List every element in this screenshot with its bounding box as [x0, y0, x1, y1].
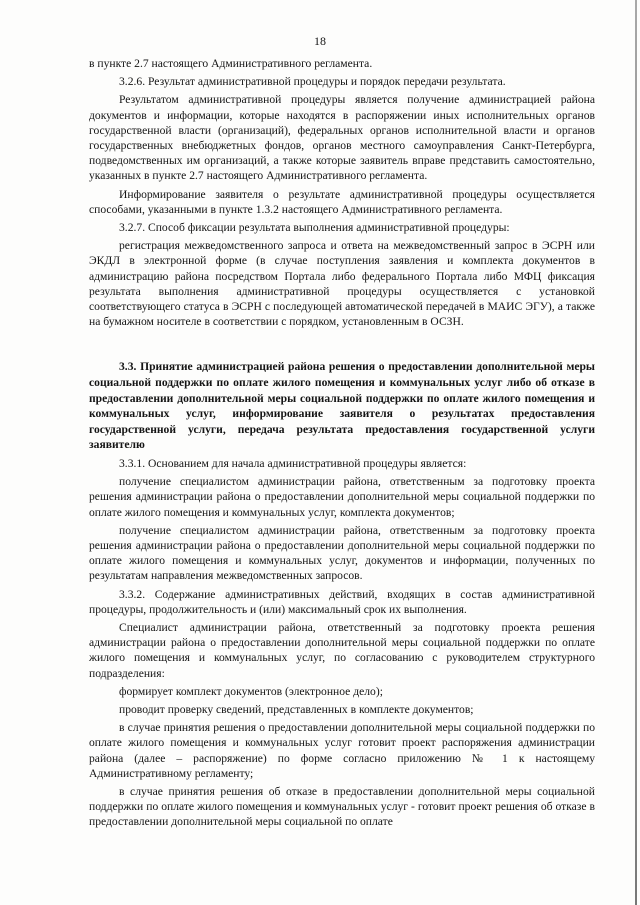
paragraph-receipt-information: получение специалистом администрации района, ответственным за подготовку проекта решения администрации района о предоставлении дополнительной меры социальной поддержки по оплате жилого помещения и коммунальных услуг, документов и информации, полученных по результатам направления межведомственных запросов. — [89, 523, 595, 583]
paragraph-3-3-2: 3.3.2. Содержание административных действий, входящих в состав административной процедуры, продолжительность и (или) максимальный срок их выполнения. — [89, 587, 595, 616]
document-body — [89, 56, 595, 830]
paragraph-3-2-6: 3.2.6. Результат административной процедуры и порядок передачи результата. — [119, 75, 506, 89]
section-heading-3-3: 3.3. Принятие администрацией района решения о предоставлении дополнительной меры социальной поддержки по оплате жилого помещения и коммунальных услуг либо об отказе в предоставлении дополнительной меры социальной поддержки по оплате жилого помещения и коммунальных услуг, информирование заявителя о результатах предоставления государственной услуги, передача результата предоставления государственной услуги заявителю — [89, 360, 595, 452]
paragraph-3-2-7: 3.2.7. Способ фиксации результата выполнения административной процедуры: — [119, 221, 510, 235]
paragraph-3-3-1: 3.3.1. Основанием для начала административной процедуры является: — [119, 457, 467, 471]
list-item-refusal-case: в случае принятия решения об отказе в предоставлении дополнительной меры социальной поддержки по оплате жилого помещения и коммунальных услуг - готовит проект решения об отказе в предоставлении дополнительной меры социальной по оплате — [89, 785, 595, 829]
paragraph-continuation: в пункте 2.7 настоящего Административного регламента. — [89, 57, 373, 70]
paragraph-informing: Информирование заявителя о результате административной процедуры осуществляется способами, указанными в пункте 1.3.2 настоящего Административного регламента. — [89, 187, 595, 216]
paragraph-receipt-documents: получение специалистом администрации района, ответственным за подготовку проекта решения администрации района о предоставлении дополнительной меры социальной поддержки по оплате жилого помещения и коммунальных услуг, комплекта документов; — [89, 475, 595, 519]
scan-edge-shadow — [635, 0, 637, 905]
paragraph-registration: регистрация межведомственного запроса и ответа на межведомственный запрос в ЭСРН или ЭКДЛ в электронной форме (в случае поступления заявления и комплекта документов в администрацию района посредством Портала либо федерального Портала либо МФЦ фиксация результата выполнения административной процедуры осуществляется с установкой соответствующего статуса в ЭСРН с последующей автоматической передачей в МАИС ЭГУ), а также на бумажном носителе в соответствии с порядком, установленным в ОСЗН. — [89, 239, 595, 329]
page-number: 18 — [314, 34, 326, 48]
list-item-checks-info: проводит проверку сведений, представленных в комплекте документов; — [119, 703, 474, 717]
list-item-forms-file: формирует комплект документов (электронное дело); — [119, 684, 383, 698]
paragraph-result: Результатом административной процедуры является получение администрацией района документов и информации, которые находятся в распоряжении иных исполнительных органов государственной власти (организаций), федеральных органов исполнительной власти и органов государственных внебюджетных фондов, органов местного самоуправления Санкт-Петербурга, подведомственных им организаций, а также которые заявитель вправе представить самостоятельно, указанных в пункте 2.7 настоящего Административного регламента. — [89, 93, 595, 183]
paragraph-specialist: Специалист администрации района, ответственный за подготовку проекта решения администрации района о предоставлении дополнительной меры социальной поддержки по оплате жилого помещения и коммунальных услуг, по согласованию с руководителем структурного подразделения: — [89, 621, 595, 680]
list-item-approval-case: в случае принятия решения о предоставлении дополнительной меры социальной поддержки по оплате жилого помещения и коммунальных услуг готовит проект распоряжения администрации района (далее – распоряжение) по форме согласно приложению № 1 к настоящему Административному регламенту; — [89, 721, 595, 780]
